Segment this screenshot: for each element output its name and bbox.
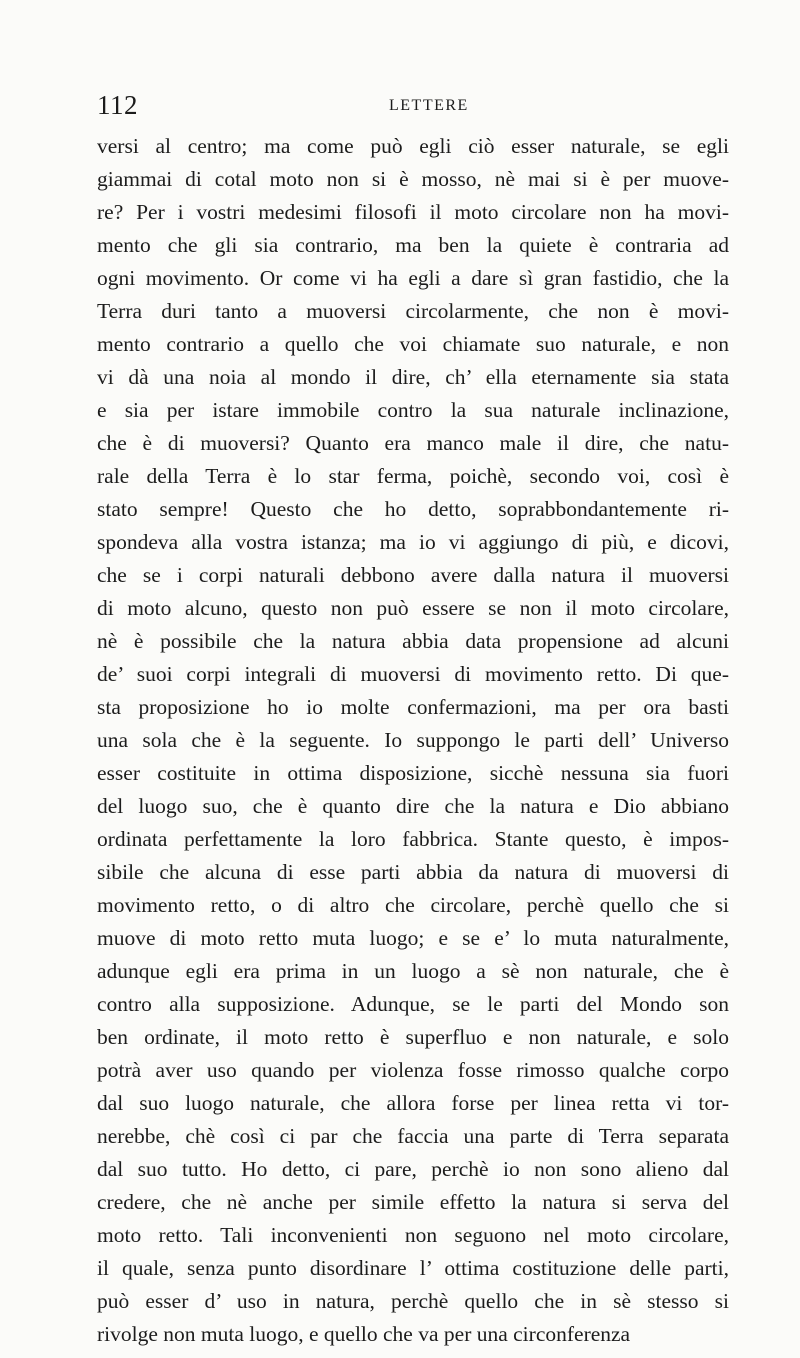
text-line: dal suo luogo naturale, che allora forse per linea retta vi tor-	[97, 1091, 729, 1115]
page-header	[97, 89, 729, 129]
text-line: re? Per i vostri medesimi filosofi il moto circolare non ha movi-	[97, 200, 729, 224]
text-line: giammai di cotal moto non si è mosso, nè mai si è per muove-	[97, 167, 729, 191]
text-line: mento che gli sia contrario, ma ben la quiete è contraria ad	[97, 233, 729, 257]
text-line: il quale, senza punto disordinare l’ ottima costituzione delle parti,	[97, 1256, 729, 1280]
text-line: stato sempre! Questo che ho detto, soprabbondantemente ri-	[97, 497, 729, 521]
text-line: una sola che è la seguente. Io suppongo le parti dell’ Universo	[97, 728, 729, 752]
text-line: ordinata perfettamente la loro fabbrica. Stante questo, è impos-	[97, 827, 729, 851]
text-line: versi al centro; ma come può egli ciò esser naturale, se egli	[97, 134, 729, 158]
text-line: Terra duri tanto a muoversi circolarmente, che non è movi-	[97, 299, 729, 323]
text-line: potrà aver uso quando per violenza fosse rimosso qualche corpo	[97, 1058, 729, 1082]
text-line: mento contrario a quello che voi chiamate suo naturale, e non	[97, 332, 729, 356]
text-line: muove di moto retto muta luogo; e se e’ lo muta naturalmente,	[97, 926, 729, 950]
text-line: dal suo tutto. Ho detto, ci pare, perchè io non sono alieno dal	[97, 1157, 729, 1181]
text-line: spondeva alla vostra istanza; ma io vi aggiungo di più, e dicovi,	[97, 530, 729, 554]
text-line: può esser d’ uso in natura, perchè quello che in sè stesso si	[97, 1289, 729, 1313]
text-line: e sia per istare immobile contro la sua naturale inclinazione,	[97, 398, 729, 422]
body-text	[97, 130, 729, 1351]
text-line: che se i corpi naturali debbono avere dalla natura il muoversi	[97, 563, 729, 587]
text-line: del luogo suo, che è quanto dire che la natura e Dio abbiano	[97, 794, 729, 818]
text-line: di moto alcuno, questo non può essere se non il moto circolare,	[97, 596, 729, 620]
text-line: nè è possibile che la natura abbia data propensione ad alcuni	[97, 629, 729, 653]
running-title: LETTERE	[389, 97, 469, 114]
text-line: esser costituite in ottima disposizione, sicchè nessuna sia fuori	[97, 761, 729, 785]
text-line: ogni movimento. Or come vi ha egli a dare sì gran fastidio, che la	[97, 266, 729, 290]
text-line: sta proposizione ho io molte confermazioni, ma per ora basti	[97, 695, 729, 719]
text-line: de’ suoi corpi integrali di muoversi di movimento retto. Di que-	[97, 662, 729, 686]
text-line: rale della Terra è lo star ferma, poichè, secondo voi, così è	[97, 464, 729, 488]
text-line: adunque egli era prima in un luogo a sè non naturale, che è	[97, 959, 729, 983]
text-line: che è di muoversi? Quanto era manco male il dire, che natu-	[97, 431, 729, 455]
text-line: vi dà una noia al mondo il dire, ch’ ella eternamente sia stata	[97, 365, 729, 389]
text-line: sibile che alcuna di esse parti abbia da natura di muoversi di	[97, 860, 729, 884]
text-line: nerebbe, chè così ci par che faccia una parte di Terra separata	[97, 1124, 729, 1148]
page-number: 112	[97, 90, 138, 120]
text-line: movimento retto, o di altro che circolare, perchè quello che si	[97, 893, 729, 917]
text-line: moto retto. Tali inconvenienti non seguono nel moto circolare,	[97, 1223, 729, 1247]
text-line: rivolge non muta luogo, e quello che va per una circonferenza	[97, 1322, 631, 1346]
text-line: contro alla supposizione. Adunque, se le parti del Mondo son	[97, 992, 729, 1016]
text-line: ben ordinate, il moto retto è superfluo e non naturale, e solo	[97, 1025, 729, 1049]
text-line: credere, che nè anche per simile effetto la natura si serva del	[97, 1190, 729, 1214]
